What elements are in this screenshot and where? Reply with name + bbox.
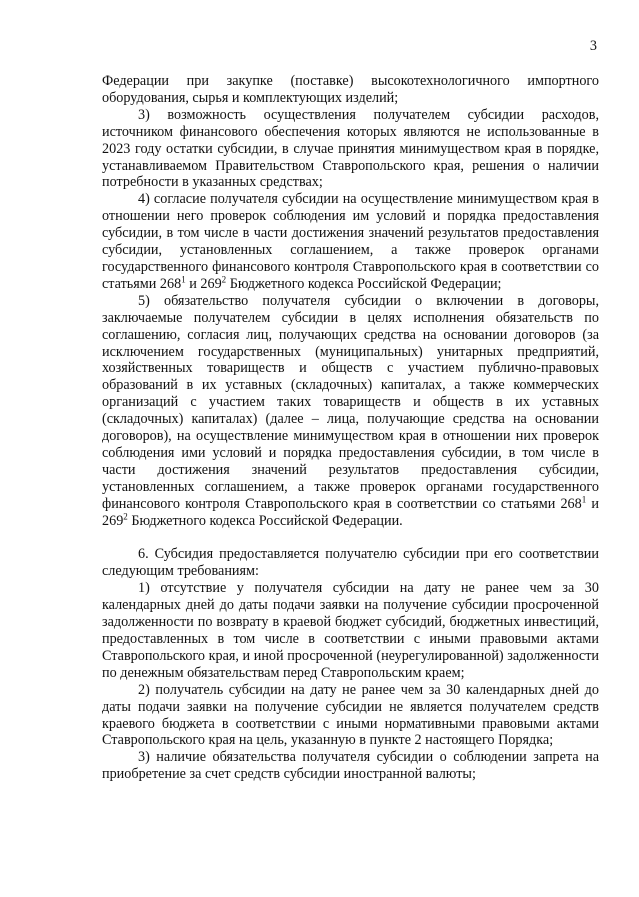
paragraph-continuation: Федерации при закупке (поставке) высокотехнологичного импортного оборудования, сырья и комплектующих изделий; — [102, 73, 599, 106]
article-269-superscript: 2 — [221, 274, 227, 285]
paragraph-item-5-text-1: 5) обязательство получателя субсидии о включении в договоры, заключаемые получателем субсидии в целях исполнения обязательств по соглашению, согласия лиц, получающих средства на основании договоров (за исключением государственных (муниципальных) унитарных предприятий, хозяйственных товариществ и обществ с участием публично-правовых образований в их уставных (складочных) капиталах, а также коммерческих организаций с участием таких товариществ и обществ в их уставных (складочных) капиталах) (далее – лица, получающие средства на основании договоров), на осуществление минимуществом края в отношении них проверок соблюдения ими условий и порядка предоставления субсидии, в том числе в части достижения значений результатов предоставления субсидии, установленных соглашением, а также проверок органами государственного финансового контроля Ставропольского края в соответствии со статьями 268 — [102, 292, 599, 512]
paragraph-requirement-1: 1) отсутствие у получателя субсидии на дату не ранее чем за 30 календарных дней до даты подачи заявки на получение субсидии просроченной задолженности по возврату в краевой бюджет субсидий, бюджетных инвестиций, предоставленных в том числе в соответствии с иными правовыми актами Ставропольского края, и иной просроченной (неурегулированной) задолженности по денежным обязательствам перед Ставропольским краем; — [102, 580, 599, 681]
paragraph-item-4-text-3: Бюджетного кодекса Российской Федерации; — [226, 275, 502, 292]
article-268-superscript: 1 — [581, 493, 587, 504]
paragraph-section-6: 6. Субсидия предоставляется получателю субсидии при его соответствии следующим требованиям: — [102, 546, 599, 580]
paragraph-item-5-text-2: и 269 — [102, 495, 600, 529]
document-body — [102, 73, 599, 783]
paragraph-item-4 — [102, 191, 599, 292]
article-268-superscript: 1 — [181, 274, 186, 285]
paragraph-item-4-text-2: и 269 — [185, 275, 222, 292]
paragraph-item-4-text-1: 4) согласие получателя субсидии на осуществление минимуществом края в отношении него проверок соблюдения им условий и порядка предоставления субсидии, в том числе в части достижения значений результатов предоставления субсидии, установленных соглашением, а также проверок органами государственного финансового контроля Ставропольского края в соответствии со статьями 268 — [102, 191, 599, 292]
paragraph-item-5-text-3: Бюджетного кодекса Российской Федерации. — [127, 512, 403, 529]
paragraph-requirement-3: 3) наличие обязательства получателя субсидии о соблюдении запрета на приобретение за счет средств субсидии иностранной валюты; — [102, 749, 599, 783]
paragraph-item-5 — [102, 293, 599, 530]
article-269-superscript: 2 — [123, 510, 128, 521]
paragraph-item-3: 3) возможность осуществления получателем субсидии расходов, источником финансового обеспечения которых являются не использованные в 2023 году остатки субсидии, в случае принятия минимуществом края в порядке, устанавливаемом Правительством Ставропольского края, решения о наличии потребности в указанных средствах; — [102, 106, 599, 191]
paragraph-requirement-2: 2) получатель субсидии на дату не ранее чем за 30 календарных дней до даты подачи заявки на получение субсидии не является получателем средств краевого бюджета в соответствии с иными нормативными правовыми актами Ставропольского края на цель, указанную в пункте 2 настоящего Порядка; — [102, 681, 599, 749]
page-number: 3 — [589, 38, 597, 54]
